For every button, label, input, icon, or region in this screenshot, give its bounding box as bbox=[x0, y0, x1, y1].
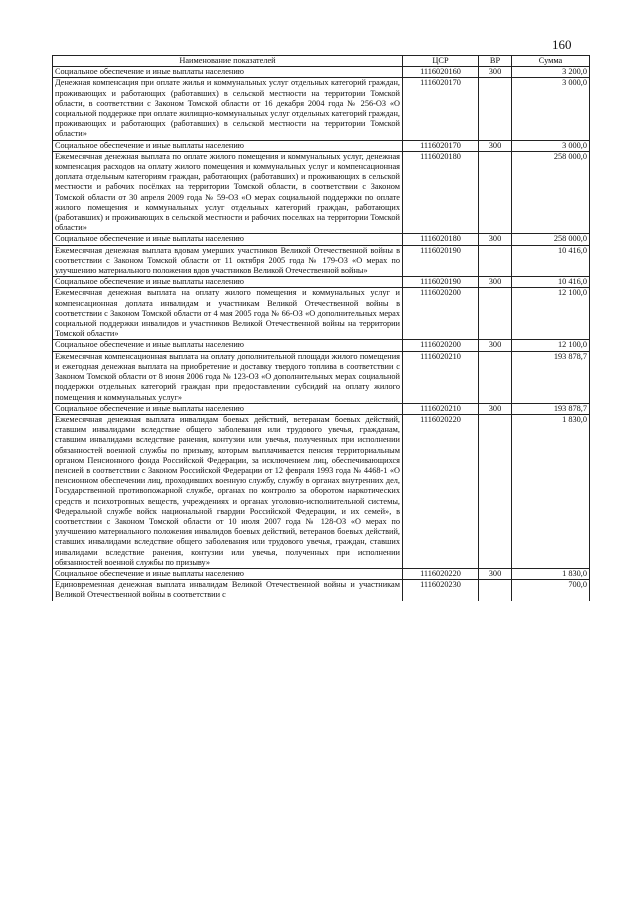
table-row bbox=[53, 414, 590, 568]
page-number: 160 bbox=[552, 37, 572, 52]
row-vr: 300 bbox=[479, 340, 512, 351]
row-vr: 300 bbox=[479, 234, 512, 245]
row-csr: 1116020200 bbox=[403, 340, 479, 351]
row-name: Социальное обеспечение и иные выплаты населению bbox=[53, 568, 403, 579]
row-sum: 700,0 bbox=[512, 580, 590, 601]
table-row bbox=[53, 277, 590, 288]
table-row bbox=[53, 568, 590, 579]
row-vr bbox=[479, 414, 512, 568]
table-row bbox=[53, 140, 590, 151]
row-vr bbox=[479, 580, 512, 601]
row-csr: 1116020220 bbox=[403, 414, 479, 568]
row-csr: 1116020220 bbox=[403, 568, 479, 579]
row-csr: 1116020190 bbox=[403, 245, 479, 277]
budget-table bbox=[52, 55, 590, 601]
row-vr bbox=[479, 78, 512, 140]
table-row bbox=[53, 580, 590, 601]
table-row bbox=[53, 78, 590, 140]
header-vr: ВР bbox=[479, 56, 512, 67]
row-csr: 1116020210 bbox=[403, 351, 479, 403]
row-csr: 1116020200 bbox=[403, 288, 479, 340]
row-name: Единовременная денежная выплата инвалидам Великой Отечественной войны и участникам Великой Отечественной войны в соответствии с bbox=[53, 580, 403, 601]
row-name: Ежемесячная компенсационная выплата на оплату дополнительной площади жилого помещения и ежегодная денежная выплата на приобретение и доставку твердого топлива в соответствии с Законом Томской области от 8 июня 2006 года № 123-ОЗ «О дополнительных мерах социальной поддержки отдельных категорий граждан при предоставлении субсидий на оплату жилого помещения и коммунальных услуг» bbox=[53, 351, 403, 403]
row-sum: 10 416,0 bbox=[512, 245, 590, 277]
header-csr: ЦСР bbox=[403, 56, 479, 67]
row-csr: 1116020190 bbox=[403, 277, 479, 288]
row-name: Социальное обеспечение и иные выплаты населению bbox=[53, 403, 403, 414]
row-sum: 3 000,0 bbox=[512, 78, 590, 140]
table-row bbox=[53, 151, 590, 234]
row-sum: 258 000,0 bbox=[512, 151, 590, 234]
row-csr: 1116020210 bbox=[403, 403, 479, 414]
header-sum: Сумма bbox=[512, 56, 590, 67]
row-vr: 300 bbox=[479, 568, 512, 579]
row-csr: 1116020160 bbox=[403, 67, 479, 78]
row-vr bbox=[479, 245, 512, 277]
table-row bbox=[53, 340, 590, 351]
row-name: Социальное обеспечение и иные выплаты населению bbox=[53, 140, 403, 151]
row-vr bbox=[479, 351, 512, 403]
row-sum: 1 830,0 bbox=[512, 414, 590, 568]
row-csr: 1116020180 bbox=[403, 151, 479, 234]
row-vr: 300 bbox=[479, 277, 512, 288]
row-name: Ежемесячная денежная выплата по оплате жилого помещения и коммунальных услуг, денежная компенсация расходов на оплату жилого помещения и коммунальных услуг и компенсационная доплата отдельным категориям граждан, работающих (работавших) и проживающих в сельской местности и рабочих посёлках на территории Томской области, в соответствии с Законом Томской области от 30 апреля 2009 года № 59-ОЗ «О мерах социальной поддержки по оплате жилого помещения и коммунальных услуг отдельных категорий граждан, работающих (работавших) и проживающих в сельской местности и рабочих поселках на территории Томской области» bbox=[53, 151, 403, 234]
row-sum: 3 200,0 bbox=[512, 67, 590, 78]
row-name: Социальное обеспечение и иные выплаты населению bbox=[53, 340, 403, 351]
row-sum: 3 000,0 bbox=[512, 140, 590, 151]
row-name: Денежная компенсация при оплате жилья и коммунальных услуг отдельных категорий граждан, проживающих и работающих (работавших) в сельской местности на территории Томской области, в соответствии с Законом Томской области от 16 декабря 2004 года № 256-ОЗ «О социальной поддержке при оплате жилищно-коммунальных услуг отдельных категорий граждан, проживающих и работающих (работавших) в сельской местности на территории Томской области» bbox=[53, 78, 403, 140]
row-sum: 10 416,0 bbox=[512, 277, 590, 288]
row-vr: 300 bbox=[479, 403, 512, 414]
table-row bbox=[53, 67, 590, 78]
row-name: Ежемесячная денежная выплата вдовам умерших участников Великой Отечественной войны в соответствии с Законом Томской области от 11 октября 2005 года № 179-ОЗ «О мерах по улучшению материального положения вдов участников Великой Отечественной войны» bbox=[53, 245, 403, 277]
row-vr bbox=[479, 151, 512, 234]
table-row bbox=[53, 351, 590, 403]
row-vr: 300 bbox=[479, 140, 512, 151]
row-name: Ежемесячная денежная выплата на оплату жилого помещения и коммунальных услуг и компенсационная доплата инвалидам и участникам Великой Отечественной войны в соответствии с Законом Томской области от 4 мая 2005 года № 66-ОЗ «О дополнительных мерах социальной поддержки инвалидов и участников Великой Отечественной войны на территории Томской области» bbox=[53, 288, 403, 340]
row-sum: 12 100,0 bbox=[512, 340, 590, 351]
row-name: Ежемесячная денежная выплата инвалидам боевых действий, ветеранам боевых действий, ставшим инвалидами вследствие общего заболевания или трудового увечья, гражданам, ставшим инвалидами вследствие ранения, контузии или увечья, полученных при исполнении обязанностей военной службы по призыву, которым выплачивается пенсия территориальным органом Пенсионного фонда Российской Федерации, за исключением лиц, обеспечивающихся пенсией в соответствии с Законом Российской Федерации от 12 февраля 1993 года № 4468-1 «О пенсионном обеспечении лиц, проходивших военную службу, службу в органах внутренних дел, Государственной противопожарной службе, органах по контролю за оборотом наркотических средств и психотропных веществ, учреждениях и органах уголовно-исполнительной системы, Федеральной службе войск национальной гвардии Российской Федерации, и их семей», в соответствии с Законом Томской области от 10 июля 2007 года № 128-ОЗ «О мерах по улучшению материального положения инвалидов боевых действий, ветеранов боевых действий, ставших инвалидами вследствие общего заболевания или трудового увечья, граждан, ставших инвалидами вследствие ранения, контузии или увечья, полученных при исполнении обязанностей военной службы по призыву» bbox=[53, 414, 403, 568]
row-csr: 1116020170 bbox=[403, 140, 479, 151]
row-vr: 300 bbox=[479, 67, 512, 78]
table-header-row bbox=[53, 56, 590, 67]
table-row bbox=[53, 234, 590, 245]
table-row bbox=[53, 288, 590, 340]
row-vr bbox=[479, 288, 512, 340]
row-csr: 1116020230 bbox=[403, 580, 479, 601]
table-row bbox=[53, 403, 590, 414]
row-sum: 258 000,0 bbox=[512, 234, 590, 245]
row-name: Социальное обеспечение и иные выплаты населению bbox=[53, 277, 403, 288]
row-name: Социальное обеспечение и иные выплаты населению bbox=[53, 67, 403, 78]
row-sum: 12 100,0 bbox=[512, 288, 590, 340]
row-sum: 193 878,7 bbox=[512, 351, 590, 403]
table-row bbox=[53, 245, 590, 277]
row-sum: 193 878,7 bbox=[512, 403, 590, 414]
header-name: Наименование показателей bbox=[53, 56, 403, 67]
row-csr: 1116020170 bbox=[403, 78, 479, 140]
row-name: Социальное обеспечение и иные выплаты населению bbox=[53, 234, 403, 245]
row-sum: 1 830,0 bbox=[512, 568, 590, 579]
row-csr: 1116020180 bbox=[403, 234, 479, 245]
